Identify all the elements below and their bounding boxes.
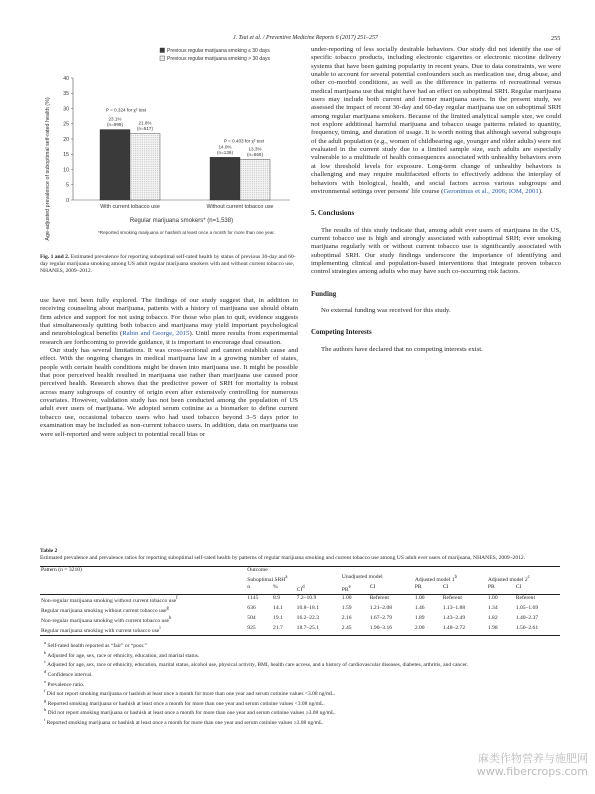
y-tick-label: 0 <box>66 197 69 204</box>
footnote: $^i$ Reported smoking marijuana or hashish at least once a month for more than one year and serum cotinine values ≥3.08 ng/mL. <box>44 716 324 726</box>
figure-label: Fig. 1 and 2. <box>40 254 70 260</box>
y-tick-label: 40 <box>63 75 69 82</box>
journal-citation: J. Tsai et al. / Preventive Medicine Reports 6 (2017) 251–257 <box>233 35 378 41</box>
figure-chart <box>40 42 296 253</box>
paragraph: under-reporting of less socially desirable behaviors. Our study did not identify the use of specific tobacco products, including electronic cigarettes or electronic nicotine delivery systems that have been gaining popularity in recent years. Due to data constraints, we were unable to account for several potential confounders such as medication use, drug abuse, and other co-morbid conditions, as well as the difference in patterns of recreational versus medical marijuana use that might have had an effect on suboptimal SRH. Regular marijuana users may include both current and former marijuana users. In the present study, we assessed the impact of recent 30-day and 60-day regular marijuana use on suboptimal SRH among regular marijuana smokers. Because of the limited analytical sample size, we could not explore additional harmful marijuana and tobacco usage patterns related to quantity, frequency, timing, and duration of usage. It is worth noting that although several subgroups of the adult population (e.g., women of childbearing age, younger and older adults) were not evaluated in the current study due to a limited sample size, such adults are especially vulnerable to a multitude of health consequences associated with unhealthy behaviors even at low threshold levels for exposure. Long-term change of unhealthy behaviors is challenging and may require multifaceted efforts to effectively address the interplay of behaviors with biological, health, and social factors across various subgroups and environmental settings over persons' life course (Geronimus et al., 2006; IOM, 2001). <box>311 46 561 195</box>
chart-note: *Reported smoking marijuana or hashish at least once a month for more than one year. <box>98 230 275 235</box>
paragraph: The authors have declared that no competing interests exist. <box>321 345 483 353</box>
column-header: % <box>273 584 278 591</box>
table-cell: 1.43–2.49 <box>442 615 466 622</box>
table-cell: 21.7 <box>273 625 283 632</box>
y-tick-label: 20 <box>63 136 69 143</box>
paragraph: No external funding was received for this study. <box>321 306 451 314</box>
table-cell: 1.67–2.79 <box>369 615 393 622</box>
table-cell: 636 <box>247 605 256 612</box>
citation-link[interactable]: IOM, 2001 <box>508 187 539 195</box>
column-header: CI <box>369 584 376 591</box>
figure-caption <box>40 254 298 275</box>
bar-chart <box>40 42 296 253</box>
table-cell: 1.82 <box>487 615 498 622</box>
row-label: Regular marijuana smoking with current tobacco use$^i$ <box>41 626 161 635</box>
column-header-pattern: Pattern (n = 3210) <box>40 566 246 594</box>
table-cell: 1.00 <box>414 595 425 602</box>
table-cell: 2.45 <box>341 625 352 632</box>
table-cell: 16.2–22.3 <box>296 615 320 622</box>
y-axis-label: Age-adjusted prevalence of suboptimal self-rated health (%) <box>45 97 51 241</box>
row-label: Non-regular marijuana smoking without current tobacco use$^f$ <box>41 596 178 604</box>
x-axis-label: Regular marijuana smokers* (n=1,538) <box>129 218 234 224</box>
citation-link[interactable]: Rabin and George, 2015 <box>122 330 190 338</box>
group-header: Adjusted model 1$^b$ <box>414 575 457 583</box>
p-value-label: P = 0.324 for χ² test <box>105 107 147 113</box>
x-category-label: Without current tobacco use <box>206 204 274 210</box>
table-cell: 1.46 <box>414 605 425 612</box>
column-header: PR <box>414 584 422 591</box>
left-column-text <box>40 297 298 439</box>
table-2 <box>40 548 560 726</box>
table-cell: 1.00 <box>487 595 498 602</box>
table-cell: 10.8–18.1 <box>296 605 320 612</box>
footnote: $^g$ Reported smoking marijuana or hashish at least once a month for more than one year and serum cotinine values <3.08 ng/mL. <box>44 697 325 707</box>
column-header: $CI^d$ <box>296 585 305 593</box>
column-header: CI <box>442 584 449 591</box>
footnote: $^a$ Self-rated health reported as “fair” or “poor.” <box>44 640 147 650</box>
running-header <box>0 0 595 40</box>
legend-label: Previous regular marijuana smoking > 30 days <box>167 56 270 62</box>
table-cell: 1.50–2.61 <box>515 625 539 632</box>
y-tick-label: 10 <box>63 167 69 174</box>
section-heading-conclusions: 5. Conclusions <box>311 209 355 218</box>
data-label: (n=666) <box>247 151 263 157</box>
table-cell: 18.7–25.1 <box>296 625 320 632</box>
column-header-outcome: Outcome <box>247 566 268 573</box>
bar <box>130 134 160 200</box>
table-cell: 1.00 <box>341 595 352 602</box>
table-row <box>40 615 560 625</box>
table-cell: 1.89 <box>414 615 425 622</box>
data-label: (n=517) <box>137 126 153 132</box>
data-label: 21.8% <box>138 120 152 126</box>
table-cell: 1.98 <box>487 625 498 632</box>
legend-swatch <box>160 56 165 61</box>
data-label: 13.3% <box>248 146 262 152</box>
y-tick-label: 15 <box>63 152 69 159</box>
legend-swatch <box>160 48 165 53</box>
row-label: Regular marijuana smoking without current tobacco use$^g$ <box>41 606 169 615</box>
table-cell: 8.9 <box>273 595 281 602</box>
table-row <box>40 625 560 636</box>
section-heading-competing-interests: Competing Interests <box>311 328 372 337</box>
watermark: 麻类作物营养与施肥网 www.fibercrops.com <box>476 752 588 778</box>
y-tick-label: 5 <box>66 182 69 189</box>
paragraph: use have not been fully explored. The findings of our study suggest that, in addition to receiving counseling about marijuana, patients with a history of marijuana use should obtain firm advice and support for not using tobacco. For those who plan to quit, evidence suggests that simultaneously quitting both tobacco and marijuana may yield important psychological and neurobiological benefits (Rabin and George, 2015). Until more results from experimental research are forthcoming to provide guidance, it is important to encourage dual cessation. <box>40 297 298 346</box>
table-cell: 504 <box>247 615 256 622</box>
right-column-text <box>311 46 561 354</box>
footnote: $^b$ Adjusted for age, sex, race or ethnicity, education, and marital status. <box>44 649 200 659</box>
table-cell: 14.1 <box>273 605 283 612</box>
data-label: 14.0% <box>218 144 232 150</box>
table-cell: 925 <box>247 625 256 632</box>
table-cell: 1.90–3.16 <box>369 625 393 632</box>
data-label: (n=139) <box>217 149 233 155</box>
citation-link[interactable]: Geronimus et al., 2006 <box>443 187 506 195</box>
footnote: $^h$ Did not report smoking marijuana or hashish at least once a month for more than one year and serum cotinine values ≥3.08 ng/mL. <box>44 707 336 716</box>
section-heading-funding: Funding <box>311 289 337 298</box>
table-cell: 1145 <box>247 595 259 602</box>
table-caption-text: Estimated prevalence and prevalence ratios for reporting suboptimal self-rated health by patterns of regular marijuana smoking and current tobacco use among US adult ever users of marijuana, NHANES, 2009–2012. <box>40 554 526 561</box>
table-cell: Referent <box>515 595 536 602</box>
data-table <box>40 566 560 637</box>
group-header: Suboptimal SRH$^a$ <box>247 575 288 583</box>
table-cell: 2.00 <box>414 625 425 632</box>
column-header: PR <box>487 584 495 591</box>
table-cell: 1.34 <box>487 605 498 612</box>
legend-label: Previous regular marijuana smoking ≤ 30 days <box>167 48 270 54</box>
table-cell: 1.05–1.69 <box>515 605 539 612</box>
y-tick-label: 35 <box>63 91 69 98</box>
data-label: (n=999) <box>107 122 123 128</box>
table-cell: 1.59 <box>341 605 352 612</box>
x-category-label: With current tobacco use <box>100 204 160 210</box>
paragraph: Our study has several limitations. It was cross-sectional and cannot establish cause and effect. With the ongoing changes in medical marijuana law in a growing number of states, people with certain health conditions might be drawn into marijuana use. It might be possible that poor perceived health resulted in marijuana use rather than marijuana use caused poor perceived health. Research shows that the predictive power of SRH for mortality is robust across many subgroups of country of origin even after extensively controlling for numerous covariates. However, validation study has not been conducted among the population of US adult ever users of marijuana. We adopted serum cotinine as a biomarker to define current tobacco use, occasional tobacco users who had used tobacco beyond 3–5 days prior to examination may be included as non-current tobacco users. In addition, data on marijuana use were self-reported and were subject to potential recall bias or <box>40 347 298 438</box>
table-cell: 1.40–2.37 <box>515 615 539 622</box>
group-header: Unadjusted model <box>341 574 383 581</box>
bar <box>100 130 130 200</box>
row-label: Non-regular marijuana smoking with current tobacco use$^h$ <box>41 616 172 625</box>
column-header: $PR^e$ <box>341 585 351 593</box>
column-header: n <box>247 584 251 591</box>
p-value-label: P = 0.403 for χ² test <box>223 138 265 144</box>
table-caption <box>40 548 560 562</box>
table-cell: 1.21–2.08 <box>369 605 393 612</box>
table-cell: 2.16 <box>341 615 352 622</box>
table-cell: 19.1 <box>273 615 283 622</box>
footnote: $^d$ Confidence interval. <box>44 668 93 678</box>
bar <box>210 157 240 200</box>
table-label: Table 2 <box>40 548 58 554</box>
group-header: Adjusted model 2$^c$ <box>487 575 530 583</box>
bar <box>240 159 270 200</box>
column-header: CI <box>515 584 522 591</box>
paragraph: The results of this study indicate that, among adult ever users of marijuana in the US, current tobacco use is high and strongly associated with suboptimal SRH; ever smoking marijuana regularly with or without current tobacco use is significantly associated with suboptimal SRH. Our study findings underscore the importance of identifying and implementing clinical and population-based interventions that integrate proven tobacco control strategies among adults who may have such co-occurring risk factors. <box>311 226 561 276</box>
table-cell: 1.13–1.88 <box>442 605 466 612</box>
y-tick-label: 25 <box>63 121 69 128</box>
footnote: $^f$ Did not report smoking marijuana or hashish at least once a month for more than one year and serum cotinine values <3.08 ng/mL. <box>44 688 336 697</box>
table-footnotes <box>40 640 560 726</box>
table-row <box>40 595 560 606</box>
table-cell: Referent <box>442 595 462 602</box>
table-cell: 7.2–10.9 <box>296 595 317 602</box>
table-row <box>40 605 560 615</box>
table-cell: 1.48–2.72 <box>442 625 466 632</box>
table-cell: Referent <box>369 595 389 602</box>
figure-caption-text: Estimated prevalence for reporting suboptimal self-rated health by status of previous 30-day and 60-day regular marijuana smoking among US adult regular marijuana smokers with and without current tobacco use, NHANES, 2009–2012. <box>40 254 296 274</box>
y-tick-label: 30 <box>63 106 69 113</box>
data-label: 23.1% <box>108 116 122 122</box>
page-number: 255 <box>551 35 561 42</box>
footnote: $^e$ Prevalence ratio. <box>44 678 85 688</box>
footnote: $^c$ Adjusted for age, sex, race or ethnicity, education, marital status, alcohol use, physical activity, BMI, health care access, and a history of cardiovascular diseases, diabetes, arthritis, and cancer. <box>44 659 468 669</box>
